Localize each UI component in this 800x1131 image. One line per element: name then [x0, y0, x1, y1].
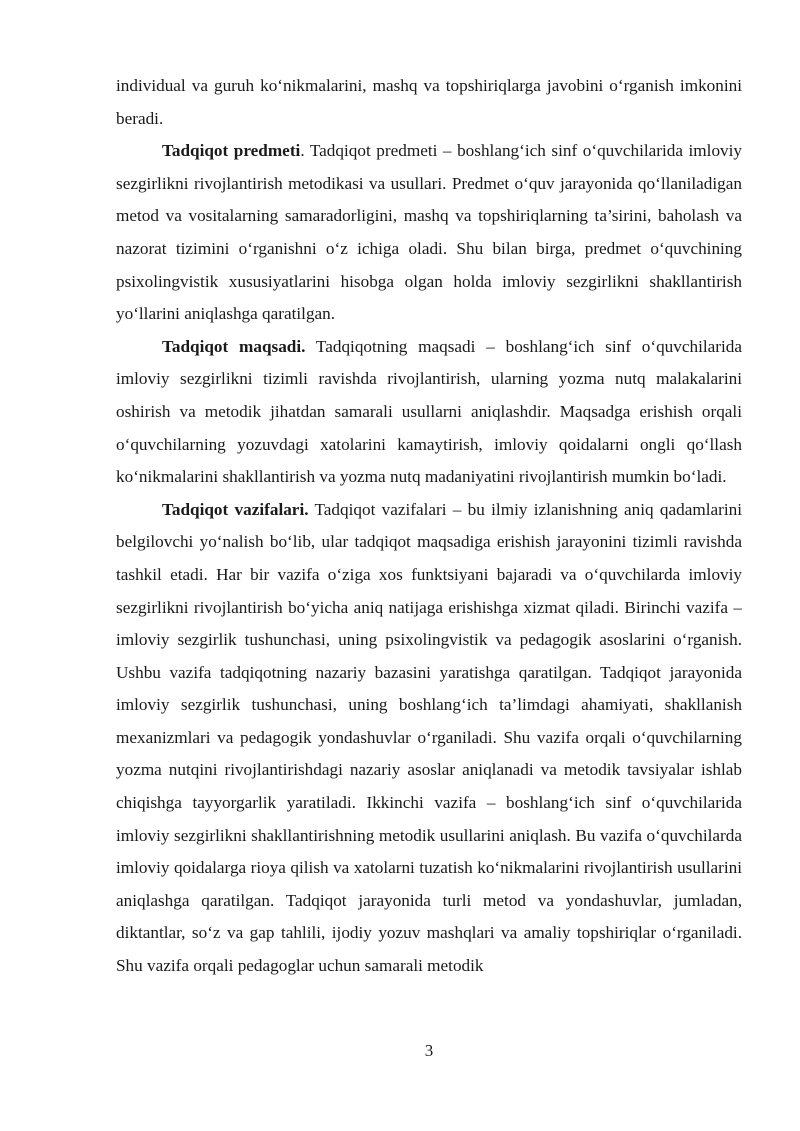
paragraph-research-goal [116, 331, 742, 494]
paragraph-text: Tadqiqotning maqsadi – boshlang‘ich sinf o‘quvchilarida imloviy sezgirlikni tizimli ravishda rivojlantirish, ularning yozma nutq malakalarini oshirish va metodik jihatdan samarali usullarni aniqlashdir. Maqsadga erishish orqali o‘quvchilarning yozuvdagi xatolarini kamaytirish, imloviy qoidalarni ongli qo‘llash ko‘nikmalarini shakllantirish va yozma nutq madaniyatini rivojlantirish mumkin bo‘ladi. [116, 336, 742, 487]
page-number: 3 [424, 1041, 434, 1060]
paragraph-text: Tadqiqot vazifalari – bu ilmiy izlanishning aniq qadamlarini belgilovchi yo‘nalish bo‘lib, ular tadqiqot maqsadiga erishish jarayonini tizimli ravishda tashkil etadi. Har bir vazifa o‘ziga xos funktsiyani bajaradi va o‘quvchilarda imloviy sezgirlikni rivojlantirish bo‘yicha aniq natijaga erishishga xizmat qiladi. Birinchi vazifa – imloviy sezgirlik tushunchasi, uning psixolingvistik va pedagogik asoslarini o‘rganish. Ushbu vazifa tadqiqotning nazariy bazasini yaratishga qaratilgan. Tadqiqot jarayonida imloviy sezgirlik tushunchasi, uning boshlang‘ich ta’limdagi ahamiyati, shakllanish mexanizmlari va pedagogik yondashuvlar o‘rganiladi. Shu vazifa orqali o‘quvchilarning yozma nutqini rivojlantirishdagi nazariy asoslar aniqlanadi va metodik tavsiyalar ishlab chiqishga tayyorgarlik yaratiladi. Ikkinchi vazifa – boshlang‘ich sinf o‘quvchilarida imloviy sezgirlikni shakllantirishning metodik usullarini aniqlash. Bu vazifa o‘quvchilarda imloviy qoidalarga rioya qilish va xatolarni tuzatish ko‘nikmalarini rivojlantirish usullarini aniqlashga qaratilgan. Tadqiqot jarayonida turli metod va yondashuvlar, jumladan, diktantlar, so‘z va gap tahlili, ijodiy yozuv mashqlari va amaliy topshiriqlar o‘rganiladi. Shu vazifa orqali pedagoglar uchun samarali metodik [116, 499, 742, 976]
paragraph-research-subject [116, 135, 742, 331]
paragraph-continuation [116, 70, 742, 135]
paragraph-text: . Tadqiqot predmeti – boshlang‘ich sinf o‘quvchilarida imloviy sezgirlikni rivojlantirish metodikasi va usullari. Predmet o‘quv jarayonida qo‘llaniladigan metod va vositalarning samaradorligini, mashq va topshiriqlarning ta’sirini, baholash va nazorat tizimini o‘rganishni o‘z ichiga oladi. Shu bilan birga, predmet o‘quvchining psixolingvistik xususiyatlarini hisobga olgan holda imloviy sezgirlikni shakllantirish yo‘llarini aniqlashga qaratilgan. [116, 141, 743, 324]
paragraph-heading: Tadqiqot maqsadi. [162, 336, 306, 356]
paragraph-research-tasks [116, 494, 742, 983]
paragraph-heading: Tadqiqot vazifalari. [162, 499, 309, 519]
paragraph-heading: Tadqiqot predmeti [162, 141, 301, 161]
paragraph-text: individual va guruh ko‘nikmalarini, mashq va topshiriqlarga javobini o‘rganish imkonini beradi. [116, 76, 742, 128]
document-page [116, 70, 742, 983]
